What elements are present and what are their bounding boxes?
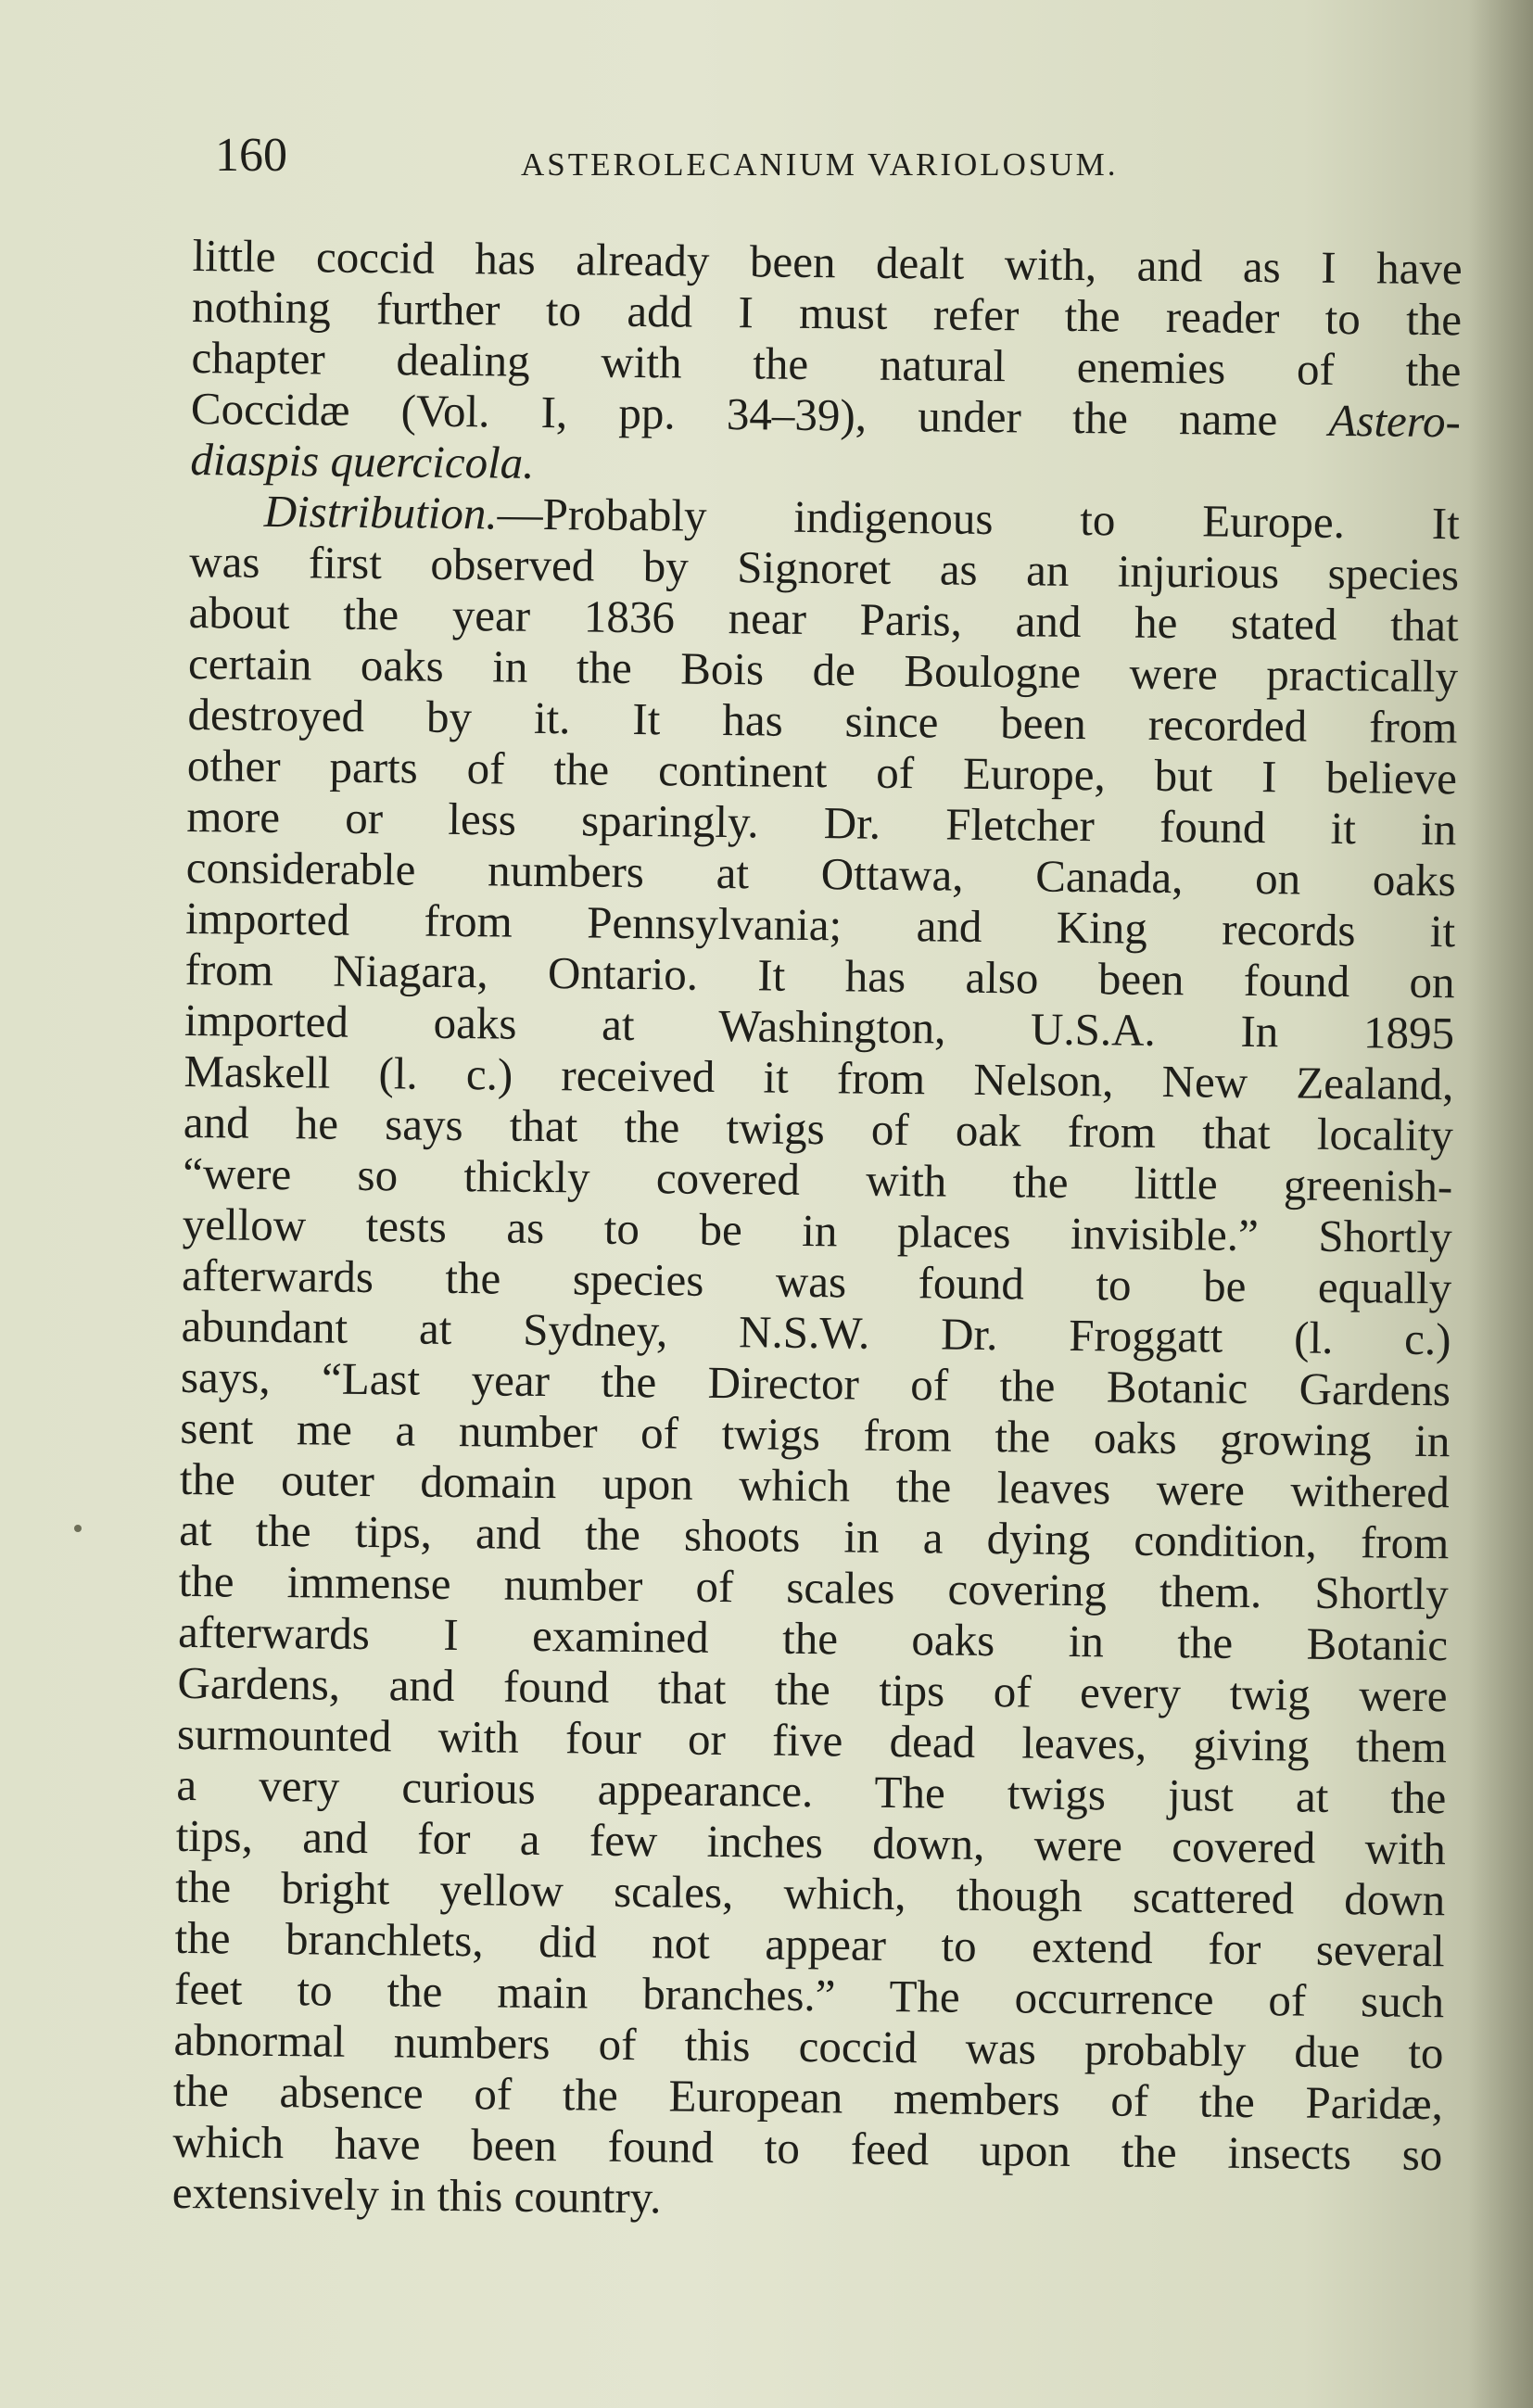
species-name: Astero- [1328,394,1462,448]
text-line: yellow tests as to be in places invisible.” Shortly [182,1198,1452,1263]
text-line: afterwards I examined the oaks in the Botanic [177,1605,1449,1671]
text-line: a very curious appearance. The twigs just at the [176,1758,1447,1824]
running-title: ASTEROLECANIUM VARIOLOSUM. [521,146,1119,183]
text-line: at the tips, and the shoots in a dying condition, from [179,1503,1450,1569]
text-line: the absence of the European members of the Paridæ, [172,2064,1444,2130]
text-line: says, “Last year the Director of the Botanic Gardens [180,1350,1451,1416]
text-line: chapter dealing with the natural enemies of the [191,331,1462,397]
text-line: abundant at Sydney, N.S.W. Dr. Froggatt (l. c.) [181,1299,1451,1365]
page-edge-shadow [1468,0,1533,2408]
text-segment: —Probably indigenous to Europe. It [497,488,1461,550]
text-line: other parts of the continent of Europe, but I believe [186,739,1458,805]
text-line: certain oaks in the Bois de Boulogne were practically [187,637,1459,703]
text-line: “were so thickly covered with the little greenish- [183,1147,1453,1212]
text-line: from Niagara, Ontario. It has also been found on [184,943,1455,1008]
text-line: extensively in this country. [171,2166,662,2224]
page-number: 160 [215,129,287,182]
body-text [172,230,1463,2231]
text-line: considerable numbers at Ottawa, Canada, on oaks [185,841,1457,906]
text-line: was first observed by Signoret as an injurious species [188,535,1460,601]
text-line: the branchlets, did not appear to extend for several [174,1911,1445,1977]
section-heading: Distribution. [263,485,498,539]
text-segment: Coccidæ (Vol. I, pp. 34–39), under the name [190,382,1278,446]
text-line: afterwards the species was found to be equally [181,1248,1452,1314]
text-line: the bright yellow scales, which, though scattered down [174,1860,1446,1926]
text-line: the immense number of scales covering them. Shortly [178,1554,1449,1620]
text-line: and he says that the twigs of oak from that locality [183,1096,1454,1161]
text-line: tips, and for a few inches down, were covered with [175,1809,1447,1875]
text-line: more or less sparingly. Dr. Fletcher found it in [186,790,1457,855]
text-line: imported from Pennsylvania; and King records it [184,892,1456,957]
text-line: Gardens, and found that the tips of every twig were [177,1656,1448,1722]
text-line: abnormal numbers of this coccid was probably due to [173,2013,1444,2079]
text-line: imported oaks at Washington, U.S.A. In 1895 [184,994,1455,1059]
text-line: little coccid has already been dealt with, and as I have [192,230,1463,295]
text-line: sent me a number of twigs from the oaks growing in [180,1401,1451,1467]
species-name: diaspis quercicola [190,433,524,488]
text-line: the outer domain upon which the leaves were withered [179,1452,1451,1518]
text-line: nothing further to add I must refer the reader to the [191,280,1463,346]
text-line: about the year 1836 near Paris, and he stated that [188,586,1459,652]
running-head [215,120,1457,195]
text-line: feet to the main branches.” The occurrence of such [173,1962,1445,2028]
text-line: destroyed by it. It has since been recorded from [187,688,1458,754]
ink-speck [74,1525,82,1532]
text-line: which have been found to feed upon the insects so [172,2115,1443,2181]
punctuation: . [522,437,535,488]
text-line: Maskell (l. c.) received it from Nelson, New Zealand, [184,1045,1454,1110]
text-line: surmounted with four or five dead leaves, giving them [176,1707,1448,1773]
